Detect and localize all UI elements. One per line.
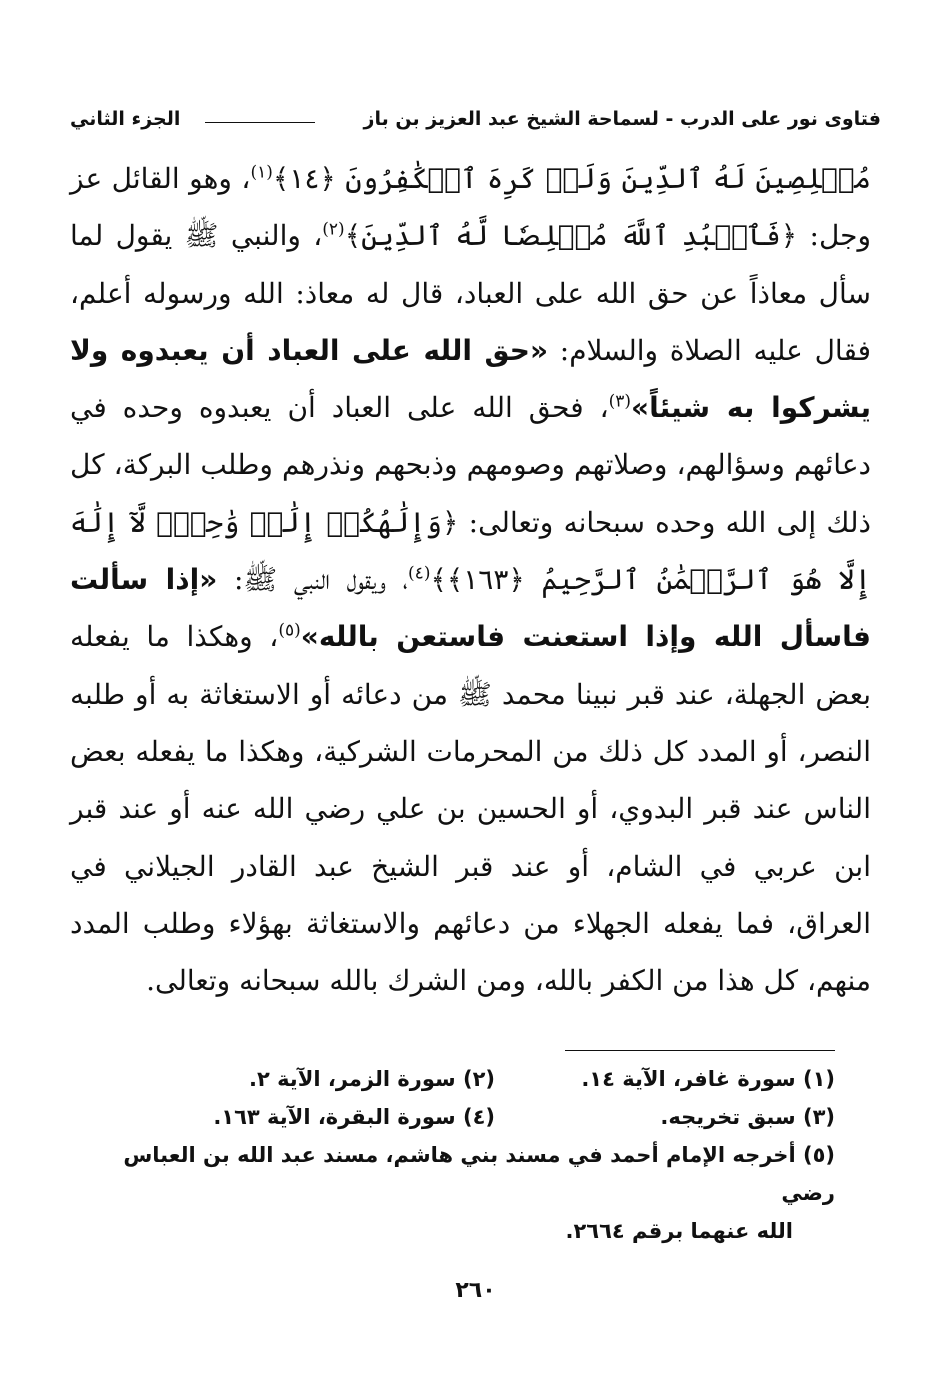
quran-verse: ﴿فَٱعۡبُدِ ٱللَّهَ مُخۡلِصٗا لَّهُ ٱلدِّينَ﴾ xyxy=(344,219,798,253)
text-run: ، وهو القائل عز وجل: xyxy=(70,162,872,253)
footnote-5-continuation: الله عنهما برقم ٢٦٦٤. xyxy=(565,1219,793,1243)
quran-verse: ﴿وَإِلَٰهُكُمۡ إِلَٰهٞ وَٰحِدٞۖ لَّآ إِلَٰهَ إِلَّا هُوَ ٱلرَّحۡمَٰنُ ٱلرَّحِيمُ ﴿١٦٣﴾﴾ xyxy=(70,505,872,597)
text-run: ، فحق الله على العباد أن يعبدوه وحده في دعائهم وسؤالهم، وصلاتهم وصومهم وذبحهم ونذرهم وطلب البركة، كل ذلك إلى الله وحده سبحانه وتعالى: xyxy=(70,391,871,539)
footnotes xyxy=(70,1060,835,1250)
footnote-separator xyxy=(565,1050,835,1051)
text-run: ، وهكذا ما يفعله بعض الجهلة، عند قبر نبينا محمد ﷺ من دعائه أو الاستغاثة به أو طلبه النصر، أو المدد كل ذلك من المحرمات الشركية، وهكذا ما يفعله بعض الناس عند قبر البدوي، أو الحسين بن علي رضي الله عنه أو عند قبر ابن عربي في الشام، أو عند قبر الشيخ عبد القادر الجيلاني في العراق، فما يفعله الجهلاء من دعائهم والاستغاثة بهؤلاء وطلب المدد منهم، كل هذا من الكفر بالله، ومن الشرك بالله سبحانه وتعالى. xyxy=(70,620,871,998)
footnote-ref: (٢) xyxy=(322,219,345,240)
running-header xyxy=(70,108,881,144)
footnote-ref: (٤) xyxy=(408,563,431,584)
footnote-ref: (١) xyxy=(250,162,273,183)
page-number: ٢٦٠ xyxy=(455,1278,496,1303)
text-run: ، والنبي ﷺ يقول لما سأل معاذاً عن حق الله على العباد، قال له معاذ: الله ورسوله أعلم، فقال عليه الصلاة والسلام: xyxy=(70,219,872,367)
footnote-2: (٢) سورة الزمر، الآية ٢. xyxy=(248,1067,495,1091)
volume-label: الجزء الثاني xyxy=(70,108,181,130)
footnote-row xyxy=(70,1098,835,1136)
hadith-quote: «حق الله على العباد أن يعبدوه ولا يشركوا به شيئاً» xyxy=(70,333,871,425)
text-run: ، ويقول النبي ﷺ: xyxy=(233,563,409,597)
footnote-1: (١) سورة غافر، الآية ١٤. xyxy=(581,1067,835,1091)
footnote-ref: (٥) xyxy=(278,621,301,642)
footnote-4: (٤) سورة البقرة، الآية ١٦٣. xyxy=(213,1105,495,1129)
header-dash-rule xyxy=(205,122,315,123)
footnote-row xyxy=(70,1060,835,1098)
main-text xyxy=(70,150,871,1009)
hadith-quote: «إذا سألت فاسأل الله وإذا استعنت فاستعن بالله» xyxy=(70,563,871,654)
book-title: فتاوى نور على الدرب - لسماحة الشيخ عبد العزيز بن باز xyxy=(363,108,881,130)
quran-verse: مُخۡلِصِينَ لَهُ ٱلدِّينَ وَلَوۡ كَرِهَ ٱلۡكَٰفِرُونَ ﴿١٤﴾ xyxy=(272,162,872,195)
footnote-ref: (٣) xyxy=(608,391,632,412)
footnote-3: (٣) سبق تخريجه. xyxy=(660,1105,835,1129)
footnote-5: (٥) أخرجه الإمام أحمد في مسند بني هاشم، مسند عبد الله بن العباس رضي xyxy=(123,1143,835,1205)
paragraph xyxy=(70,150,871,1009)
